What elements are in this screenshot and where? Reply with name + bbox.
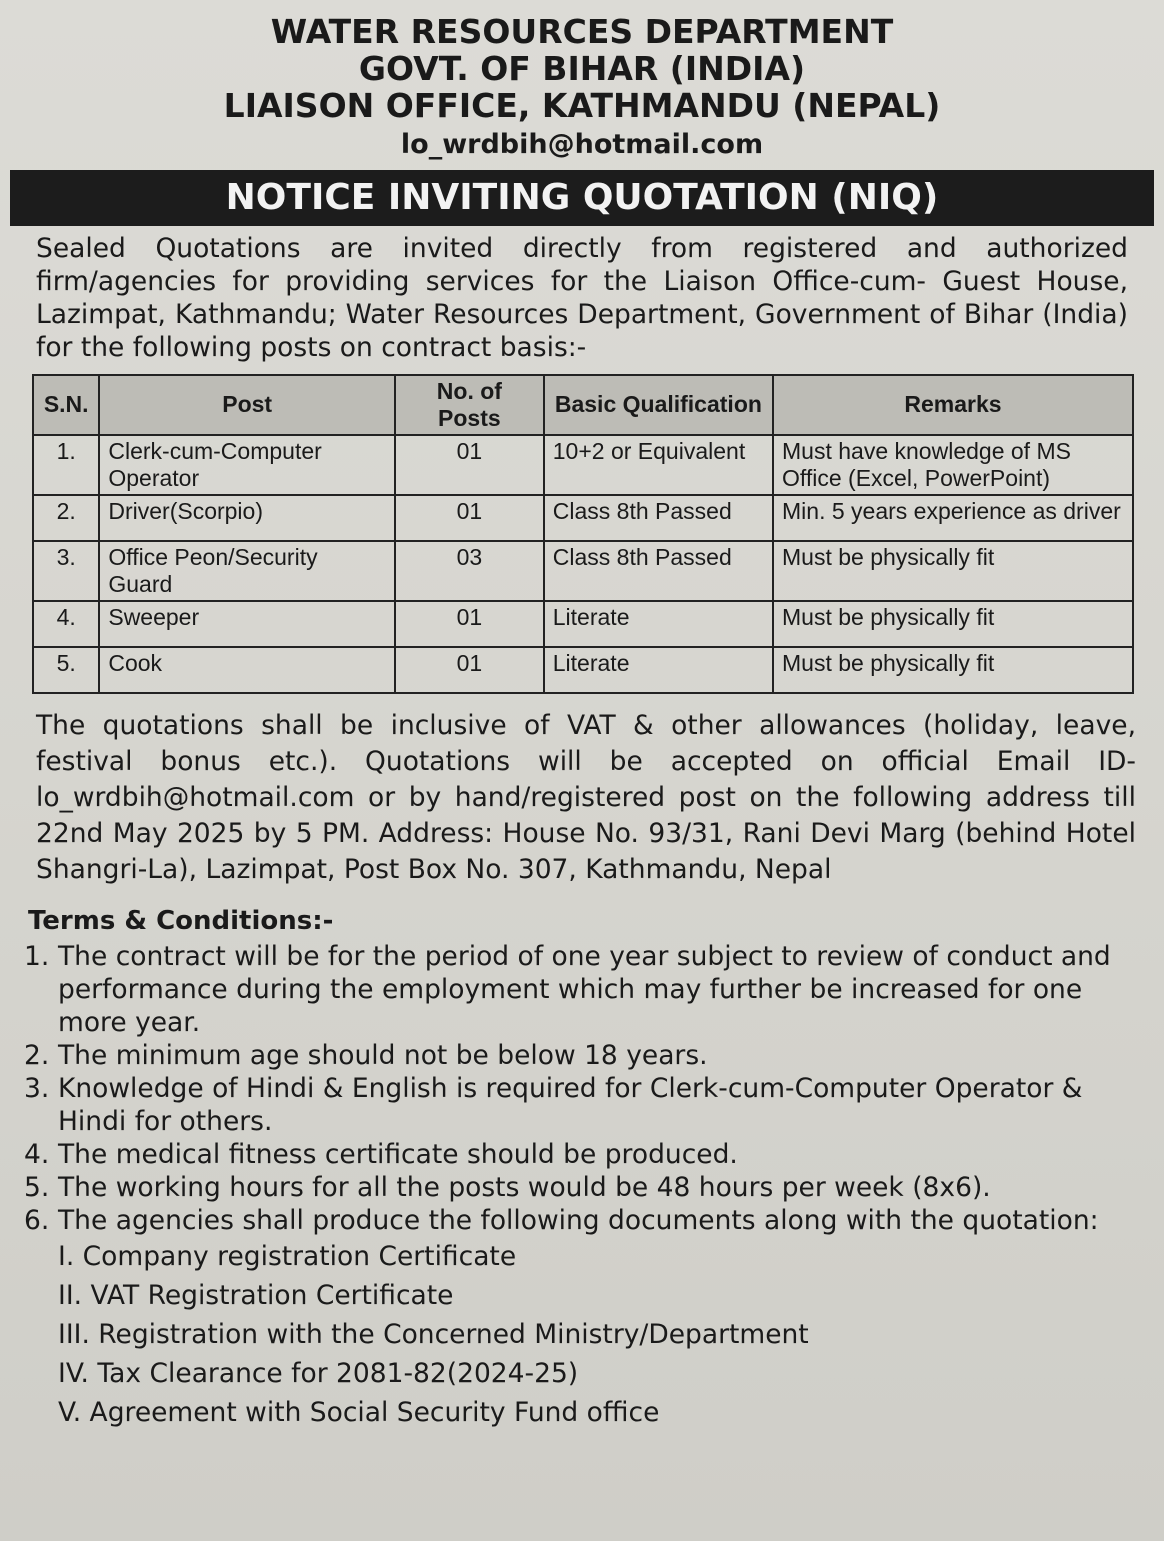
submission-details: The quotations shall be inclusive of VAT & other allowances (holiday, leave, festival bonus etc.). Quotations will be accepted on official Email ID- lo_wrdbih@hotmail.com or by hand/registered post on the following address till 22nd May 2025 by 5 PM. Address: House No. 93/31, Rani Devi Marg (behind Hotel Shangri-La), Lazimpat, Post Box No. 307, Kathmandu, Nepal <box>36 709 1136 885</box>
header-no-of-posts: No. of Posts <box>395 375 544 435</box>
header-remarks: Remarks <box>773 375 1133 435</box>
required-documents-list <box>58 1237 1164 1432</box>
table-header-row <box>33 375 1133 435</box>
table-row <box>33 647 1133 693</box>
cell-remarks: Must have knowledge of MS Office (Excel, PowerPoint) <box>773 435 1133 495</box>
list-item: II. VAT Registration Certificate <box>58 1279 454 1311</box>
term-text: The working hours for all the posts would be 48 hours per week (8x6). <box>58 1171 991 1203</box>
cell-sn: 5. <box>33 647 99 693</box>
header-post: Post <box>99 375 395 435</box>
list-item: I. Company registration Certificate <box>58 1240 517 1272</box>
term-text: The agencies shall produce the following documents along with the quotation: <box>58 1204 1099 1236</box>
term-number: 2. <box>24 1039 50 1071</box>
notice-header <box>0 0 1164 160</box>
cell-qualification: Class 8th Passed <box>544 541 773 601</box>
posts-table <box>32 374 1134 694</box>
cell-remarks: Must be physically fit <box>773 647 1133 693</box>
cell-post: Sweeper <box>99 601 395 647</box>
term-number: 5. <box>24 1171 50 1203</box>
list-item <box>24 1072 1140 1138</box>
cell-no-of-posts: 03 <box>395 541 544 601</box>
term-text: The contract will be for the period of one year subject to review of conduct and performance during the employment which may further be increased for one more year. <box>58 940 1111 1038</box>
cell-no-of-posts: 01 <box>395 647 544 693</box>
department-name: WATER RESOURCES DEPARTMENT <box>270 12 894 51</box>
cell-remarks: Min. 5 years experience as driver <box>773 495 1133 541</box>
cell-qualification: 10+2 or Equivalent <box>544 435 773 495</box>
term-text: The medical fitness certificate should be produced. <box>58 1138 738 1170</box>
term-text: Knowledge of Hindi & English is required for Clerk-cum-Computer Operator & Hindi for others. <box>58 1072 1083 1137</box>
list-item: III. Registration with the Concerned Ministry/Department <box>58 1318 809 1350</box>
cell-post: Clerk-cum-Computer Operator <box>99 435 395 495</box>
list-item <box>24 1171 1140 1204</box>
table-row <box>33 495 1133 541</box>
term-text: The minimum age should not be below 18 years. <box>58 1039 708 1071</box>
term-number: 1. <box>24 940 50 972</box>
header-sn: S.N. <box>33 375 99 435</box>
cell-no-of-posts: 01 <box>395 435 544 495</box>
intro-paragraph: Sealed Quotations are invited directly from registered and authorized firm/agencies for providing services for the Liaison Office-cum- Guest House, Lazimpat, Kathmandu; Water Resources Department, Government of Bihar (India) for the following posts on contract basis:- <box>36 232 1128 363</box>
contact-email: lo_wrdbih@hotmail.com <box>400 128 764 160</box>
list-item <box>24 1039 1140 1072</box>
table-row <box>33 435 1133 495</box>
table-row <box>33 601 1133 647</box>
list-item <box>24 1204 1140 1237</box>
terms-list <box>24 940 1140 1237</box>
list-item: V. Agreement with Social Security Fund office <box>58 1396 660 1428</box>
term-number: 3. <box>24 1072 50 1104</box>
notice-title-banner: NOTICE INVITING QUOTATION (NIQ) <box>10 170 1154 226</box>
cell-post: Cook <box>99 647 395 693</box>
office-name: LIAISON OFFICE, KATHMANDU (NEPAL) <box>223 85 941 125</box>
cell-sn: 2. <box>33 495 99 541</box>
cell-remarks: Must be physically fit <box>773 541 1133 601</box>
cell-no-of-posts: 01 <box>395 601 544 647</box>
cell-sn: 4. <box>33 601 99 647</box>
cell-remarks: Must be physically fit <box>773 601 1133 647</box>
terms-heading: Terms & Conditions:- <box>28 905 334 936</box>
cell-sn: 3. <box>33 541 99 601</box>
table-row <box>33 541 1133 601</box>
cell-post: Driver(Scorpio) <box>99 495 395 541</box>
cell-qualification: Literate <box>544 647 773 693</box>
term-number: 4. <box>24 1138 50 1170</box>
list-item: IV. Tax Clearance for 2081-82(2024-25) <box>58 1357 579 1389</box>
cell-no-of-posts: 01 <box>395 495 544 541</box>
cell-qualification: Literate <box>544 601 773 647</box>
cell-qualification: Class 8th Passed <box>544 495 773 541</box>
cell-post: Office Peon/Security Guard <box>99 541 395 601</box>
header-qualification: Basic Qualification <box>544 375 773 435</box>
cell-sn: 1. <box>33 435 99 495</box>
government-name: GOVT. OF BIHAR (INDIA) <box>358 48 806 88</box>
term-number: 6. <box>24 1204 50 1236</box>
list-item <box>24 1138 1140 1171</box>
list-item <box>24 940 1140 1039</box>
